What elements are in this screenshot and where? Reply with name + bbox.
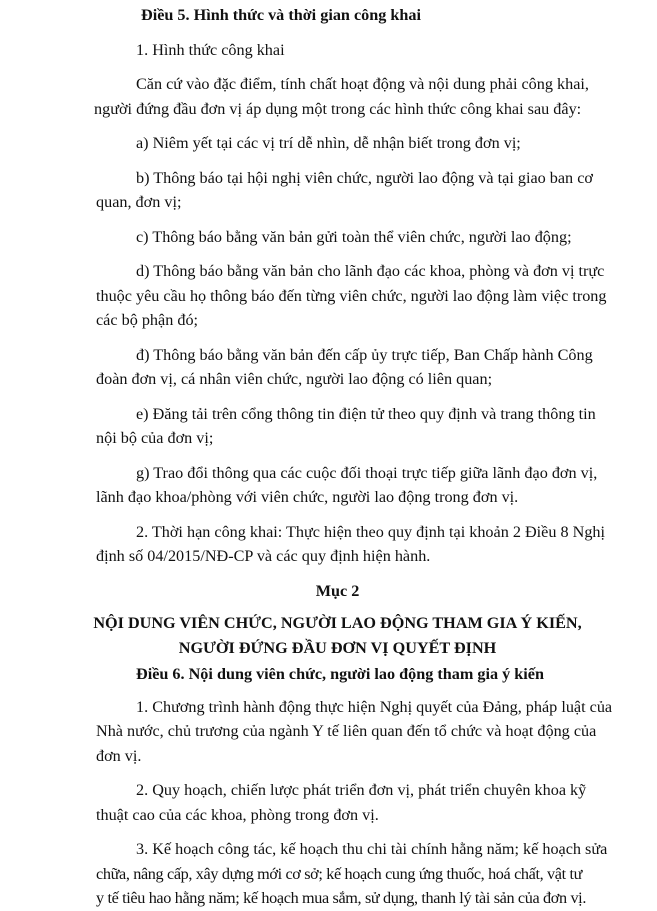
item-g-line-2: lãnh đạo khoa/phòng với viên chức, người lao động trong đơn vị. (96, 488, 519, 506)
item-d-line-2: thuộc yêu cầu họ thông báo đến từng viên chức, người lao động làm việc trong (96, 286, 607, 305)
section-title-line-1: NỘI DUNG VIÊN CHỨC, NGƯỜI LAO ĐỘNG THAM GIA Ý KIẾN, (93, 614, 582, 632)
item-d (96, 259, 621, 333)
a6-i1-line-1: 1. Chương trình hành động thực hiện Nghị quyết của Đảng, pháp luật của (136, 697, 613, 716)
a6-i1-line-3: đơn vị. (96, 746, 142, 765)
item-b-line-1: b) Thông báo tại hội nghị viên chức, người lao động và tại giao ban cơ (136, 168, 593, 187)
item-dd (96, 343, 621, 392)
item-b-line-2: quan, đơn vị; (96, 193, 182, 211)
a6-i3-line-3: y tế tiêu hao hằng năm; kế hoạch mua sắm, sử dụng, thanh lý tài sản của đơn vị. (96, 889, 587, 907)
a6-i3-line-1: 3. Kế hoạch công tác, kế hoạch thu chi tài chính hằng năm; kế hoạch sửa (136, 840, 608, 858)
intro-line-1: Căn cứ vào đặc điểm, tính chất hoạt động và nội dung phải công khai, (136, 75, 589, 93)
article-5-intro (96, 72, 621, 121)
item-e-line-1: e) Đăng tải trên cổng thông tin điện tử theo quy định và trang thông tin (136, 404, 596, 423)
item-e (96, 402, 621, 451)
item-d-line-1: d) Thông báo bằng văn bản cho lãnh đạo các khoa, phòng và đơn vị trực (136, 262, 605, 280)
item-g-line-1: g) Trao đổi thông qua các cuộc đối thoại trực tiếp giữa lãnh đạo đơn vị, (136, 463, 598, 482)
item-a: a) Niêm yết tại các vị trí dễ nhìn, dễ nhận biết trong đơn vị; (136, 134, 521, 152)
item-2-line-2: định số 04/2015/NĐ-CP và các quy định hiện hành. (96, 547, 431, 565)
article-5-heading: Điều 5. Hình thức và thời gian công khai (141, 6, 421, 24)
item-c: c) Thông báo bằng văn bản gửi toàn thể viên chức, người lao động; (136, 227, 572, 246)
item-dd-line-1: đ) Thông báo bằng văn bản đến cấp ủy trực tiếp, Ban Chấp hành Công (136, 345, 593, 364)
article-6-heading: Điều 6. Nội dung viên chức, người lao động tham gia ý kiến (136, 665, 544, 683)
section-title-line-2: NGƯỜI ĐỨNG ĐẦU ĐƠN VỊ QUYẾT ĐỊNH (178, 638, 497, 657)
article-6-item-2 (96, 778, 621, 827)
a6-i2-line-1: 2. Quy hoạch, chiến lược phát triển đơn vị, phát triển chuyên khoa kỹ (136, 781, 587, 799)
item-dd-line-2: đoàn đơn vị, cá nhân viên chức, người lao động có liên quan; (96, 370, 493, 388)
item-2-line-1: 2. Thời hạn công khai: Thực hiện theo quy định tại khoản 2 Điều 8 Nghị (136, 522, 606, 541)
a6-i2-line-2: thuật cao của các khoa, phòng trong đơn vị. (96, 805, 379, 824)
article-5-item-2 (96, 520, 621, 569)
intro-line-2: người đứng đầu đơn vị áp dụng một trong các hình thức công khai sau đây: (94, 99, 582, 118)
article-6-item-3 (96, 837, 621, 911)
section-2-heading (36, 579, 639, 661)
item-g (96, 461, 621, 510)
item-e-line-2: nội bộ của đơn vị; (96, 429, 214, 447)
item-b (96, 166, 621, 215)
article-5-item-1-title: 1. Hình thức công khai (136, 40, 285, 59)
a6-i3-line-2: chữa, nâng cấp, xây dựng mới cơ sở; kế hoạch cung ứng thuốc, hoá chất, vật tư (96, 864, 583, 883)
item-d-line-3: các bộ phận đó; (96, 311, 199, 329)
article-6-item-1 (96, 695, 621, 769)
section-label: Mục 2 (315, 581, 360, 600)
a6-i1-line-2: Nhà nước, chủ trương của ngành Y tế liên quan đến tổ chức và hoạt động của (96, 722, 597, 740)
